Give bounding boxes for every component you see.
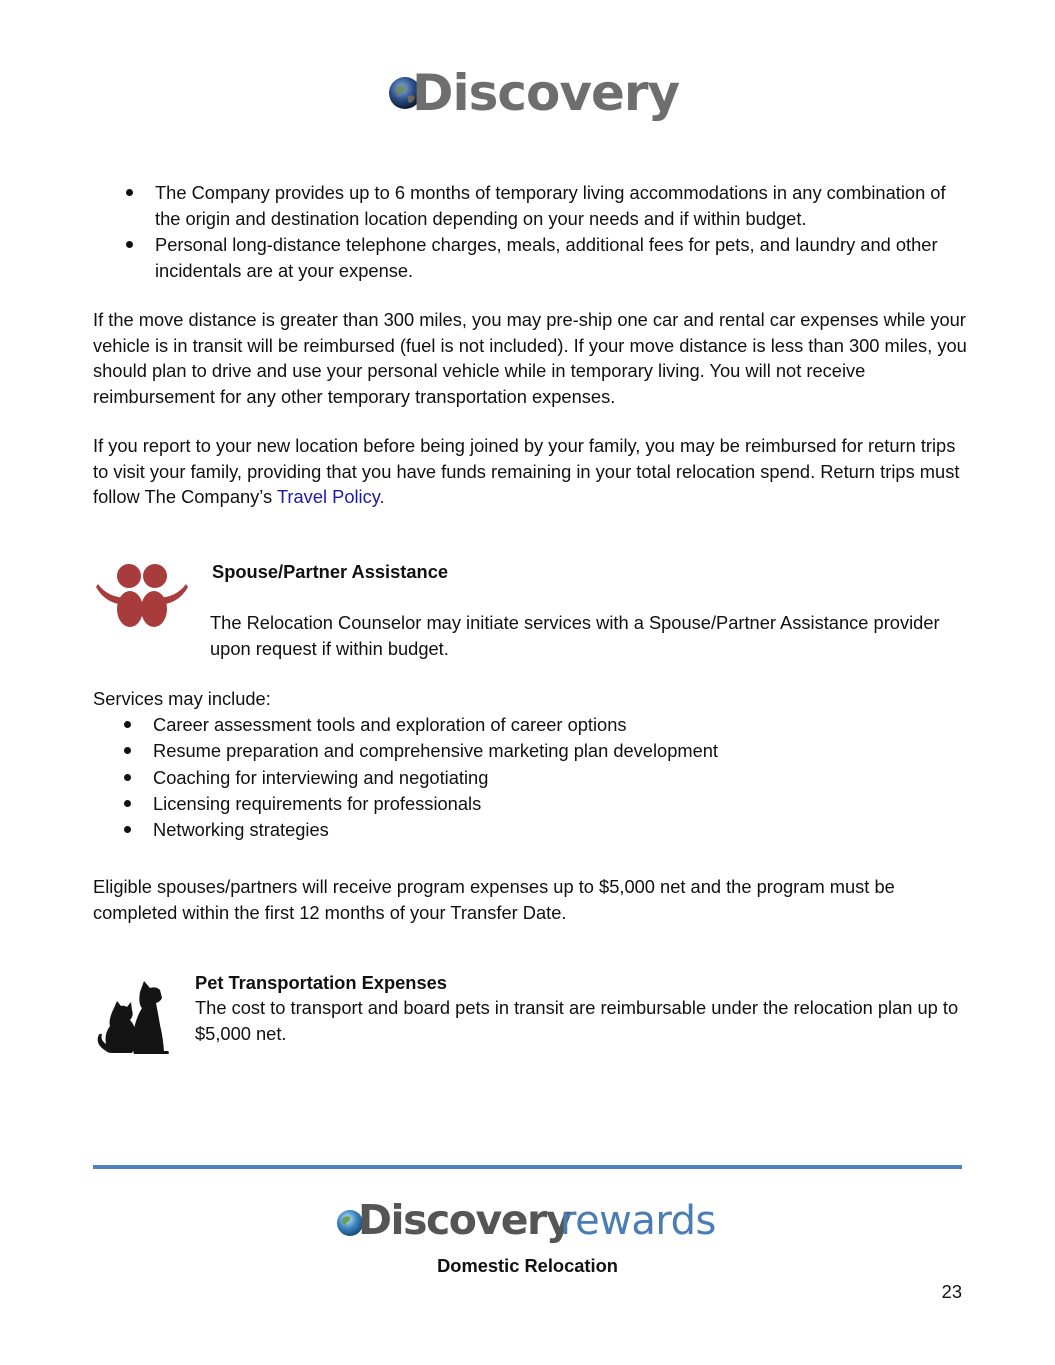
services-lead: Services may include: [93, 688, 271, 709]
list-item: Resume preparation and comprehensive marketing plan development [153, 738, 973, 764]
pets-icon [94, 978, 180, 1054]
spouse-assistance-intro: The Relocation Counselor may initiate services with a Spouse/Partner Assistance provider upon request if within budget. [210, 612, 940, 659]
pet-transportation-heading: Pet Transportation Expenses [195, 972, 447, 993]
list-item: The Company provides up to 6 months of temporary living accommodations in any combination of the origin and destination location depending on your needs and if within budget. [155, 180, 975, 231]
services-list [153, 712, 973, 843]
list-item: Networking strategies [153, 817, 973, 843]
people-hug-icon [96, 562, 188, 630]
spouse-eligibility-paragraph: Eligible spouses/partners will receive program expenses up to $5,000 net and the program must be completed within the first 12 months of your Transfer Date. [93, 876, 895, 923]
travel-policy-link[interactable]: Travel Policy. [276, 486, 385, 507]
footer-title: Domestic Relocation [437, 1255, 618, 1276]
car-shipment-paragraph: If the move distance is greater than 300 miles, you may pre-ship one car and rental car expenses while your vehicle is in transit will be reimbursed (fuel is not included). If your move distance is less than 300 miles, you should plan to drive and use your personal vehicle while in temporary living. You will not receive reimbursement for any other temporary transportation expenses. [93, 309, 967, 407]
discovery-rewards-logo [336, 1194, 736, 1248]
list-item: Career assessment tools and exploration of career options [153, 712, 973, 738]
temporary-living-list [155, 180, 975, 283]
list-item: Personal long-distance telephone charges, meals, additional fees for pets, and laundry and other incidentals are at your expense. [155, 232, 975, 283]
list-item: Licensing requirements for professionals [153, 791, 973, 817]
return-trips-text: If you report to your new location before being joined by your family, you may be reimbursed for return trips to visit your family, providing that you have funds remaining in your total relocation spend. Return trips must follow The Company’s [93, 435, 960, 507]
spouse-assistance-heading: Spouse/Partner Assistance [212, 561, 449, 582]
logo-wordmark: Discovery [412, 64, 680, 122]
logo-rewards-wordmark: rewards [560, 1198, 716, 1244]
page-number: 23 [941, 1281, 962, 1302]
footer-divider [93, 1165, 962, 1169]
discovery-logo [388, 62, 688, 128]
list-item: Coaching for interviewing and negotiating [153, 765, 973, 791]
return-trips-paragraph [93, 433, 973, 510]
logo-wordmark: Discovery [358, 1196, 571, 1244]
pet-transportation-body: The cost to transport and board pets in transit are reimbursable under the relocation plan up to $5,000 net. [195, 997, 959, 1044]
